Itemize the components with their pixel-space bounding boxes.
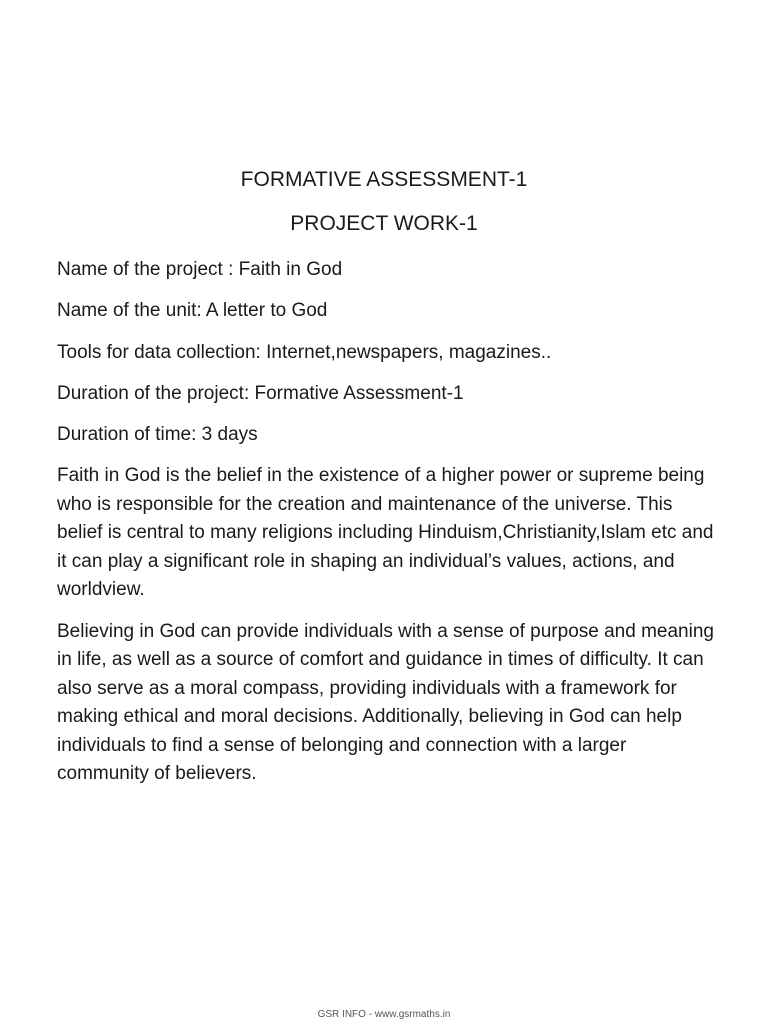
- data-collection-tools-field: Tools for data collection: Internet,newspapers, magazines..: [57, 341, 552, 363]
- document-subtitle: PROJECT WORK-1: [290, 212, 478, 235]
- page-footer: GSR INFO - www.gsrmaths.in: [317, 1009, 451, 1020]
- paragraph-faith-definition: Faith in God is the belief in the existence of a higher power or supreme being who is responsible for the creation and maintenance of the universe. This belief is central to many religions including Hinduism,Christianity,Islam etc and it can play a significant role in shaping an individual’s values, actions, and worldview.: [57, 465, 714, 601]
- time-duration-field: Duration of time: 3 days: [57, 424, 258, 446]
- unit-name-field: Name of the unit: A letter to God: [57, 300, 328, 322]
- paragraph-benefits: Believing in God can provide individuals with a sense of purpose and meaning in life, as well as a source of comfort and guidance in times of difficulty. It can also serve as a moral compass, providing individuals with a framework for making ethical and moral decisions. Additionally, believing in God can help individuals to find a sense of belonging and connection with a larger community of believers.: [57, 620, 714, 785]
- document-title: FORMATIVE ASSESSMENT-1: [240, 168, 528, 191]
- project-name-field: Name of the project : Faith in God: [57, 259, 343, 280]
- document-body: [57, 256, 717, 802]
- project-duration-field: Duration of the project: Formative Assessment-1: [57, 382, 464, 404]
